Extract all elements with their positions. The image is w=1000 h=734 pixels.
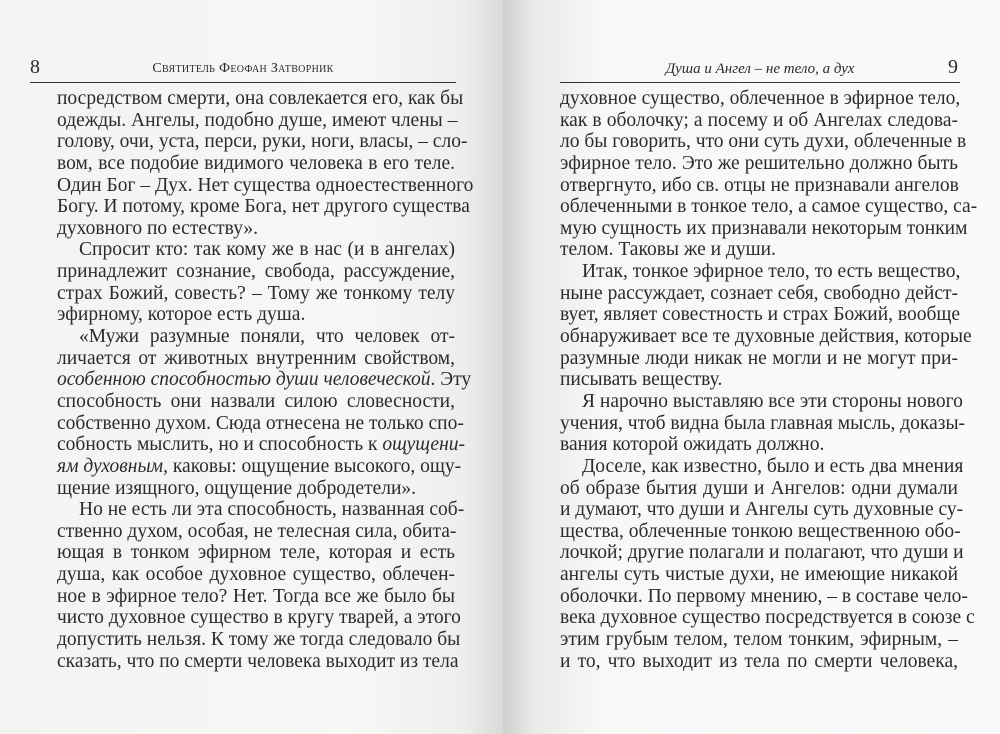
text-run: облеченными в тонкое тело, а самое существо, са- xyxy=(560,196,978,218)
text-run: века духовное существо посредствуется в союзе с xyxy=(560,607,975,629)
text-run: духовного по естеству». xyxy=(57,217,259,239)
text-run: эфирное тело. Это же решительно должно быть xyxy=(560,152,958,174)
text-line xyxy=(560,88,961,110)
text-line xyxy=(560,412,966,435)
text-line xyxy=(57,455,462,478)
text-line xyxy=(57,434,466,456)
text-run: ло бы говорить, что они суть духи, облеченные в xyxy=(560,131,967,153)
text-run: чисто духовное существо в кругу тварей, а этого xyxy=(57,607,461,629)
text-run: допустить нельзя. К тому же тогда следовало бы xyxy=(57,629,461,651)
text-run: способность они назвали силою словесности, xyxy=(57,390,455,412)
text-run: вует, являет совестность и страх Божий, вообще xyxy=(560,304,961,326)
text-run: Богу. И потому, кроме Бога, нет другого существа xyxy=(57,196,470,218)
text-run: , каковы: ощущение высокого, ощу- xyxy=(163,455,462,477)
text-line xyxy=(560,629,958,651)
text-line xyxy=(560,217,968,240)
text-line xyxy=(57,196,470,218)
page-number: 8 xyxy=(30,56,40,78)
text-run: щение изящного, ощущение добродетели». xyxy=(57,477,417,499)
text-run: эфирному, которое есть душа. xyxy=(57,304,306,326)
text-run: об образе бытия души и Ангелов: одни думали xyxy=(560,477,958,499)
right-page xyxy=(503,0,1000,734)
left-page-header xyxy=(30,58,456,83)
text-line xyxy=(57,239,455,261)
page-number: 9 xyxy=(948,56,958,78)
text-line xyxy=(57,586,455,608)
text-line xyxy=(560,478,958,500)
text-line xyxy=(57,391,455,413)
text-run: вания которой ожидать должно. xyxy=(560,434,825,456)
text-run: ныне рассуждает, сознает себя, свободно дейст- xyxy=(560,282,958,304)
text-line xyxy=(57,369,472,391)
text-line xyxy=(560,607,975,629)
text-run: собность мыслить, но и способность к xyxy=(57,434,383,456)
text-run: мую сущность их признавали некоторым тонким xyxy=(560,217,968,239)
text-line xyxy=(560,175,958,197)
text-line xyxy=(57,542,455,564)
text-line xyxy=(560,520,961,543)
text-run: Спросит кто: так кому же в нас (и в ангелах) xyxy=(79,239,455,261)
text-run: Итак, тонкое эфирное тело, то есть вещество, xyxy=(582,261,961,283)
text-line xyxy=(57,131,468,153)
text-run: отвергнуто, ибо св. отцы не признавали ангелов xyxy=(560,174,959,196)
left-page-text xyxy=(57,88,474,672)
text-line xyxy=(560,326,972,348)
italic-text: особенною способностью души человеческой xyxy=(57,369,431,391)
text-line xyxy=(560,153,958,175)
text-run: Я нарочно выставляю все эти стороны нового xyxy=(582,390,963,412)
text-run: одежды. Ангелы, подобно душе, имеют члены – xyxy=(57,109,458,131)
italic-text: ям духовным xyxy=(57,455,164,477)
text-run: страх Божий, совесть? – Тому же тонкому телу xyxy=(57,282,455,304)
text-line xyxy=(57,304,455,326)
text-line xyxy=(57,521,455,543)
text-run: личается от животных внутренним свойством, xyxy=(57,347,455,369)
text-line xyxy=(560,369,958,391)
text-line xyxy=(560,131,967,153)
text-line xyxy=(57,88,464,110)
text-run: Доселе, как известно, было и есть два мнения xyxy=(582,455,964,477)
text-run: Один Бог – Дух. Нет существа одноестественного xyxy=(57,174,474,196)
text-line xyxy=(560,434,958,456)
text-line xyxy=(560,304,961,326)
text-run: . Эту xyxy=(430,369,472,391)
running-title: Душа и Ангел – не тело, а дух xyxy=(665,61,855,77)
text-run: учения, чтоб видна была главная мысль, доказы- xyxy=(560,412,966,434)
text-line xyxy=(560,651,958,673)
text-line xyxy=(560,283,958,305)
text-run: щества, облеченные тонкою вещественною обо- xyxy=(560,520,961,542)
text-line xyxy=(560,261,961,283)
text-run: оболочки. По первому мнению, – в составе чело- xyxy=(560,585,968,607)
text-line xyxy=(560,455,964,478)
text-line xyxy=(57,218,455,240)
text-line xyxy=(57,348,455,370)
text-line xyxy=(560,239,958,261)
text-line xyxy=(560,196,978,218)
text-line xyxy=(560,499,964,521)
text-run: телом. Таковы же и души. xyxy=(560,239,776,261)
text-line xyxy=(57,478,455,500)
text-run: душа, как особое духовное существо, облечен- xyxy=(57,564,455,586)
text-run: Но не есть ли эта способность, названная соб- xyxy=(79,499,465,521)
text-run: и думают, что души и Ангелы суть духовные су- xyxy=(560,499,964,521)
text-run: посредством смерти, она совлекается его, как бы xyxy=(57,88,464,109)
text-run: лочкой; другие полагали и полагают, что души и xyxy=(560,542,964,564)
text-run: этим грубым телом, телом тонким, эфирным, – xyxy=(560,629,958,651)
text-run: «Мужи разумные поняли, что человек от- xyxy=(79,326,455,348)
text-line xyxy=(57,564,455,586)
text-line xyxy=(57,261,455,283)
text-run: духовное существо, облеченное в эфирное тело, xyxy=(560,88,961,109)
text-run: и то, что выходит из тела по смерти человека, xyxy=(560,650,958,672)
running-title: Святитель Феофан Затворник xyxy=(152,61,334,76)
right-page-text xyxy=(560,88,978,672)
text-line xyxy=(560,542,964,564)
text-line xyxy=(560,585,968,608)
text-run: разумные люди никак не могли и не могут при- xyxy=(560,347,958,369)
italic-text: ощущени- xyxy=(382,434,466,456)
text-line xyxy=(57,326,455,348)
text-run: сказать, что по смерти человека выходит из тела xyxy=(57,650,459,672)
text-line xyxy=(57,499,465,521)
text-line xyxy=(57,153,455,175)
text-line xyxy=(57,629,461,651)
text-run: собственно духом. Сюда отнесена не только спо- xyxy=(57,412,464,434)
text-line xyxy=(560,390,963,413)
text-line xyxy=(57,174,474,197)
text-run: принадлежит сознание, свобода, рассуждение, xyxy=(57,261,455,283)
right-page-header xyxy=(560,58,960,83)
text-line xyxy=(560,348,958,370)
text-run: обнаруживает все те духовные действия, которые xyxy=(560,326,972,348)
text-line xyxy=(560,564,958,586)
text-line xyxy=(560,110,958,132)
text-line xyxy=(57,607,461,629)
text-run: ангелы суть чистые духи, не имеющие никакой xyxy=(560,564,958,586)
text-run: писывать веществу. xyxy=(560,369,723,391)
text-run: вом, все подобие видимого человека в его теле. xyxy=(57,152,455,174)
text-run: ственно духом, особая, не телесная сила, обита- xyxy=(57,520,457,542)
text-line xyxy=(57,109,458,132)
text-line xyxy=(57,412,464,435)
text-line xyxy=(57,283,455,305)
text-run: как в оболочку; а посему и об Ангелах следова- xyxy=(560,109,958,131)
text-run: ющая в тонком эфирном теле, которая и есть xyxy=(57,542,455,564)
text-line xyxy=(57,650,459,673)
text-run: голову, очи, уста, перси, руки, ноги, власы, – сло- xyxy=(57,131,468,153)
text-run: ное в эфирное тело? Нет. Тогда все же было бы xyxy=(57,585,455,607)
